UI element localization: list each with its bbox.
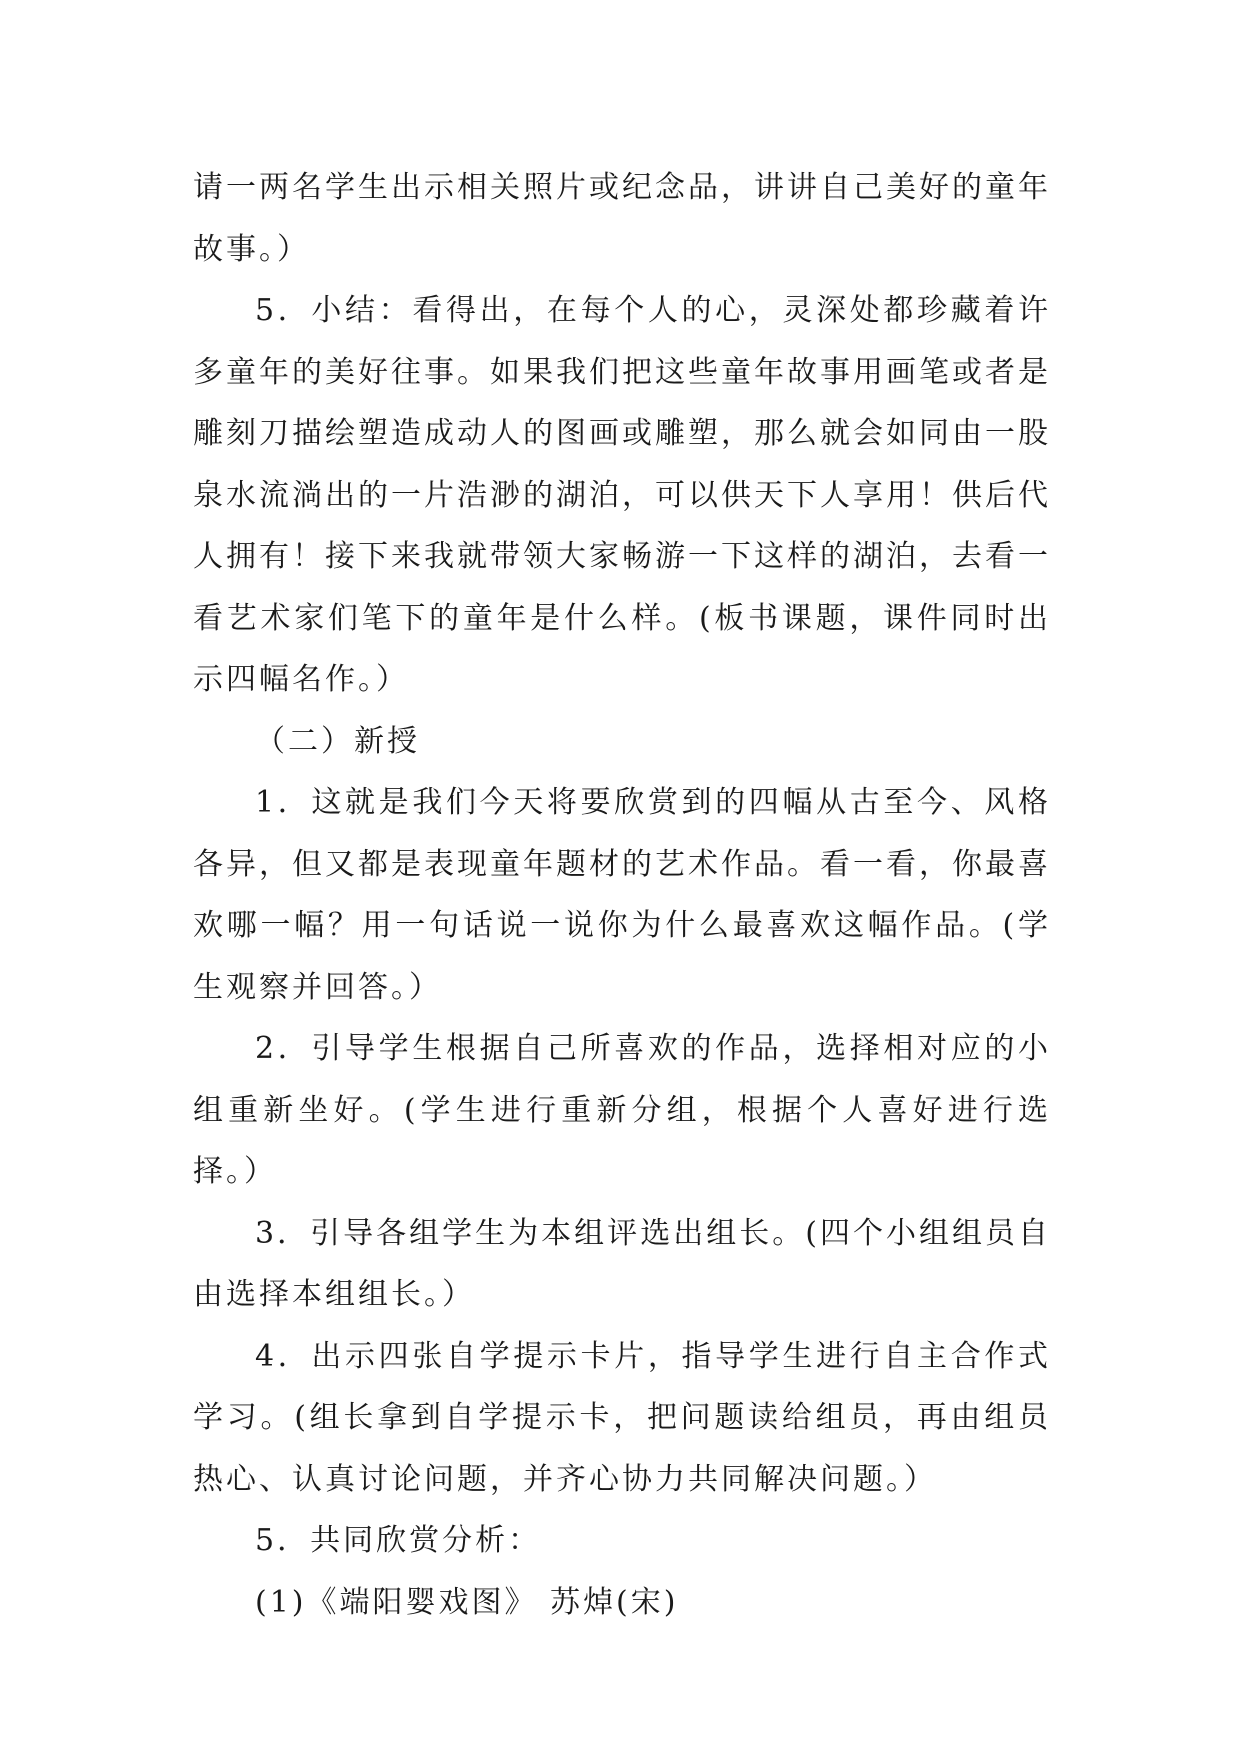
paragraph-step-3: 3．引导各组学生为本组评选出组长。(四个小组组员自由选择本组组长。） <box>193 1215 1051 1312</box>
paragraph-step-4: 4．出示四张自学提示卡片，指导学生进行自主合作式学习。(组长拿到自学提示卡，把问题读给组员，再由组员热心、认真讨论问题，并齐心协力共同解决问题。） <box>193 1338 1051 1497</box>
paragraph-step-1: 1．这就是我们今天将要欣赏到的四幅从古至今、风格各异，但又都是表现童年题材的艺术作品。看一看，你最喜欢哪一幅？用一句话说一说你为什么最喜欢这幅作品。(学生观察并回答。） <box>193 785 1051 1005</box>
paragraph-story-continuation: 请一两名学生出示相关照片或纪念品，讲讲自己美好的童年故事。） <box>193 170 1051 267</box>
document-body <box>193 157 1051 1633</box>
section-heading-new-lesson: （二）新授 <box>255 723 420 759</box>
paragraph-step-5: 5．共同欣赏分析： <box>255 1523 542 1558</box>
paragraph-artwork-1: (1)《端阳婴戏图》 苏焯(宋) <box>255 1584 679 1620</box>
paragraph-step-2: 2．引导学生根据自己所喜欢的作品，选择相对应的小组重新坐好。(学生进行重新分组，根据个人喜好进行选择。） <box>193 1031 1051 1189</box>
paragraph-summary: 5．小结：看得出，在每个人的心，灵深处都珍藏着许多童年的美好往事。如果我们把这些童年故事用画笔或者是雕刻刀描绘塑造成动人的图画或雕塑，那么就会如同由一股泉水流淌出的一片浩渺的湖泊，可以供天下人享用！供后代人拥有！接下来我就带领大家畅游一下这样的湖泊，去看一看艺术家们笔下的童年是什么样。(板书课题，课件同时出示四幅名作。） <box>193 293 1051 697</box>
